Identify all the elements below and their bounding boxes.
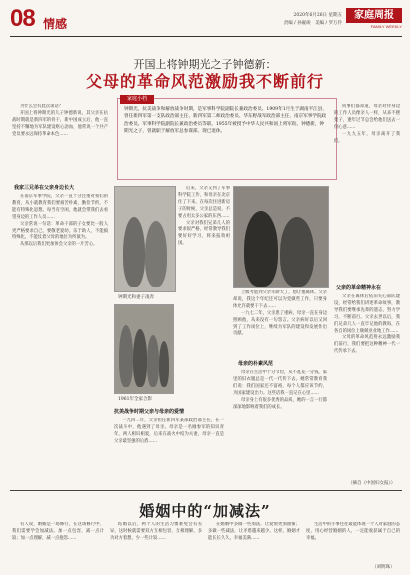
paragraph: 在南京军事学院，父亲一直十分注重对我们的教育，从小就教育我们要艰苦朴素，勤俭节约，不能有特殊化思想。每当有空闲，他就会带我们去看望身边的工作人员……	[12, 194, 108, 220]
photo-couple	[114, 186, 176, 292]
paragraph: 一九七二年，父亲患了重病，母亲一直在身边照顾他，从来没有一句怨言。父亲病好以后又回到了工作岗位上，继续为军队的建设和发展作出贡献。	[233, 310, 327, 337]
section-heading: 抗美战争时期父亲与母亲的爱情	[114, 409, 185, 415]
divider	[10, 490, 402, 491]
paragraph: 父亲对我们兄弟几人的要求很严格，经常教导我们要好好学习，将来报效祖国。	[178, 220, 230, 247]
date-line: 2020年6月26日 星期五	[293, 13, 342, 18]
article2-column-2	[110, 522, 202, 572]
article-column-1	[12, 104, 108, 180]
brand-logo: 家庭周报	[346, 8, 402, 23]
article-column-3	[233, 290, 327, 356]
paragraph: 母亲在生活中十分节俭，从不乱花一分钱，家里的旧衣服总是一代一代传下去。她常常教育我们说：我们国家还不富裕，每个人都应该节约，为国家建设出力。这些话我一直记在心里……	[233, 370, 327, 396]
paragraph: 母亲身上有很多优秀的品质，她的一言一行都深深地影响着我们的成长。	[233, 397, 327, 410]
photo-caption: 钟期光和妻子凌奔	[118, 295, 154, 300]
section-heading: 母亲的朴素风范	[238, 361, 274, 367]
section-name: 情感	[43, 17, 68, 31]
paragraph: 上级考虑到父亲年龄大了，想让他离休。父亲却说，我这个年纪还可以为党做些工作，只要身体允许就要干下去……	[233, 290, 327, 309]
article2-column-1	[12, 522, 104, 572]
article-column-4	[334, 104, 400, 280]
paragraph: 一九九五年，母亲离开了我们。	[334, 131, 400, 144]
paragraph: 开国上将钟期光的儿子钟德新说，其父亲在抗战时期就是新四军的骨干，新中国成立后，他一直坚持不懈地为军队建设呕心沥血，他常说一个共产党员要永远保持革命本色……	[12, 110, 108, 137]
photo-portrait	[233, 186, 329, 288]
paragraph: 生活中的小事往往最能体现一个人对家庭的态度，用心经营婚姻的人，一定能收获属于自己的幸福。	[306, 522, 400, 541]
paragraph: 父亲在离休后依旧关心部队建设，经常给我们讲述革命故事，教导我们要继承先辈的遗志，努力学习，不断前行。父亲去世以后，我们兄弟几人一直牢记他的教诲，在各自的岗位上兢兢业业地工作……	[334, 294, 400, 334]
paragraph: 为什么会有此次谈话？	[20, 104, 63, 109]
article-source: （摘自《中国妇女报》）	[348, 481, 396, 486]
brand-english: FAMILY WEEKLY	[370, 24, 402, 29]
editor-line: 责编 / 孙砚竣 美编 / 罗万伶	[283, 21, 342, 26]
bio-tag: 家庭小档	[120, 95, 154, 104]
article-column-3-body	[233, 370, 327, 486]
article2-column-4	[306, 522, 400, 562]
article-column-2-body	[114, 418, 224, 486]
article-column-4-body	[334, 294, 400, 476]
paragraph: 在婚姻中多做一些加法，让爱情更加甜蜜；多做一些减法，让矛盾越来越少。这样，婚姻才能长长久久，幸福美满……	[208, 522, 300, 541]
paragraph: 结婚以后，两个人的生活习惯难免会有差异，这时候就需要双方互相包容、互相理解，多为对方着想，少一些计较……	[110, 522, 202, 541]
article-column-1-body	[12, 194, 108, 484]
article2-column-3	[208, 522, 300, 572]
paragraph: 父母的革命风范将永远激励我们前行，我们要把这种精神一代一代传承下去。	[334, 335, 400, 355]
bio-text: 钟期光，抗美战争和解放战争时期，是军事科学院副院长兼政治委员、1909年1月生于湖南平江县，曾任新四军第一支队政治部主任、新四军第二师政治委员、华东野战军政治部主任、南京军事学院政治委员、军事科学院副院长兼政治委员等职。1955年被授予中华人民共和国上将军衔。钟德新，钟期光之子，曾就职于解放军总参谋部、现已退休。	[124, 107, 327, 135]
page-header	[10, 6, 402, 37]
paragraph: 有人说，婚姻是一场修行，在这场修行中，我们需要学会加减法。加一点包容，减一点计较；加一点理解，减一点抱怨……	[12, 522, 104, 541]
article2-author: （刘明珠）	[372, 565, 395, 570]
article-title: 父母的革命风范激励我不断前行	[85, 72, 324, 91]
paragraph: 父亲常说一句话：革命干部的子女要比一般人更严格要求自己，要敬老爱幼，乐于助人，不能搞特殊化，不能仗着父母的地位为所欲为。	[12, 221, 108, 241]
photo-caption: 1961年全家合影	[118, 397, 152, 402]
section-heading: 父亲的革命精神永在	[336, 285, 382, 291]
paragraph: 从那以后我们更加体会父亲的一片苦心。	[20, 242, 98, 248]
section-heading: 我家三兄弟在父亲身边长大	[14, 185, 75, 191]
photo-family	[114, 304, 174, 394]
article-subtitle: 开国上将钟期光之子钟德新：	[133, 58, 277, 71]
section-number: 08	[10, 5, 35, 32]
paragraph: 同事们都知道，母亲对待身边的工作人员像亲人一样，从来不摆架子，逢年过节总会给他们送去一份心意……	[334, 104, 400, 130]
paragraph: 一九四二年，父亲担任新四军某部政治部主任，在一次战斗中，他遇到了母亲。母亲是一名刚参军的知识青年，两人相识相爱，后来在战火中结为夫妻，母亲一直是父亲最坚强的后盾……	[114, 418, 224, 444]
article2-title: 婚姻中的“加减法”	[139, 502, 271, 520]
paragraph: 后来，父亲又到了军事科学院工作，和母亲在北京住了下来。在每次住进新房子的时候，父亲总是说，不要占用太多公家的东西……	[178, 186, 230, 219]
